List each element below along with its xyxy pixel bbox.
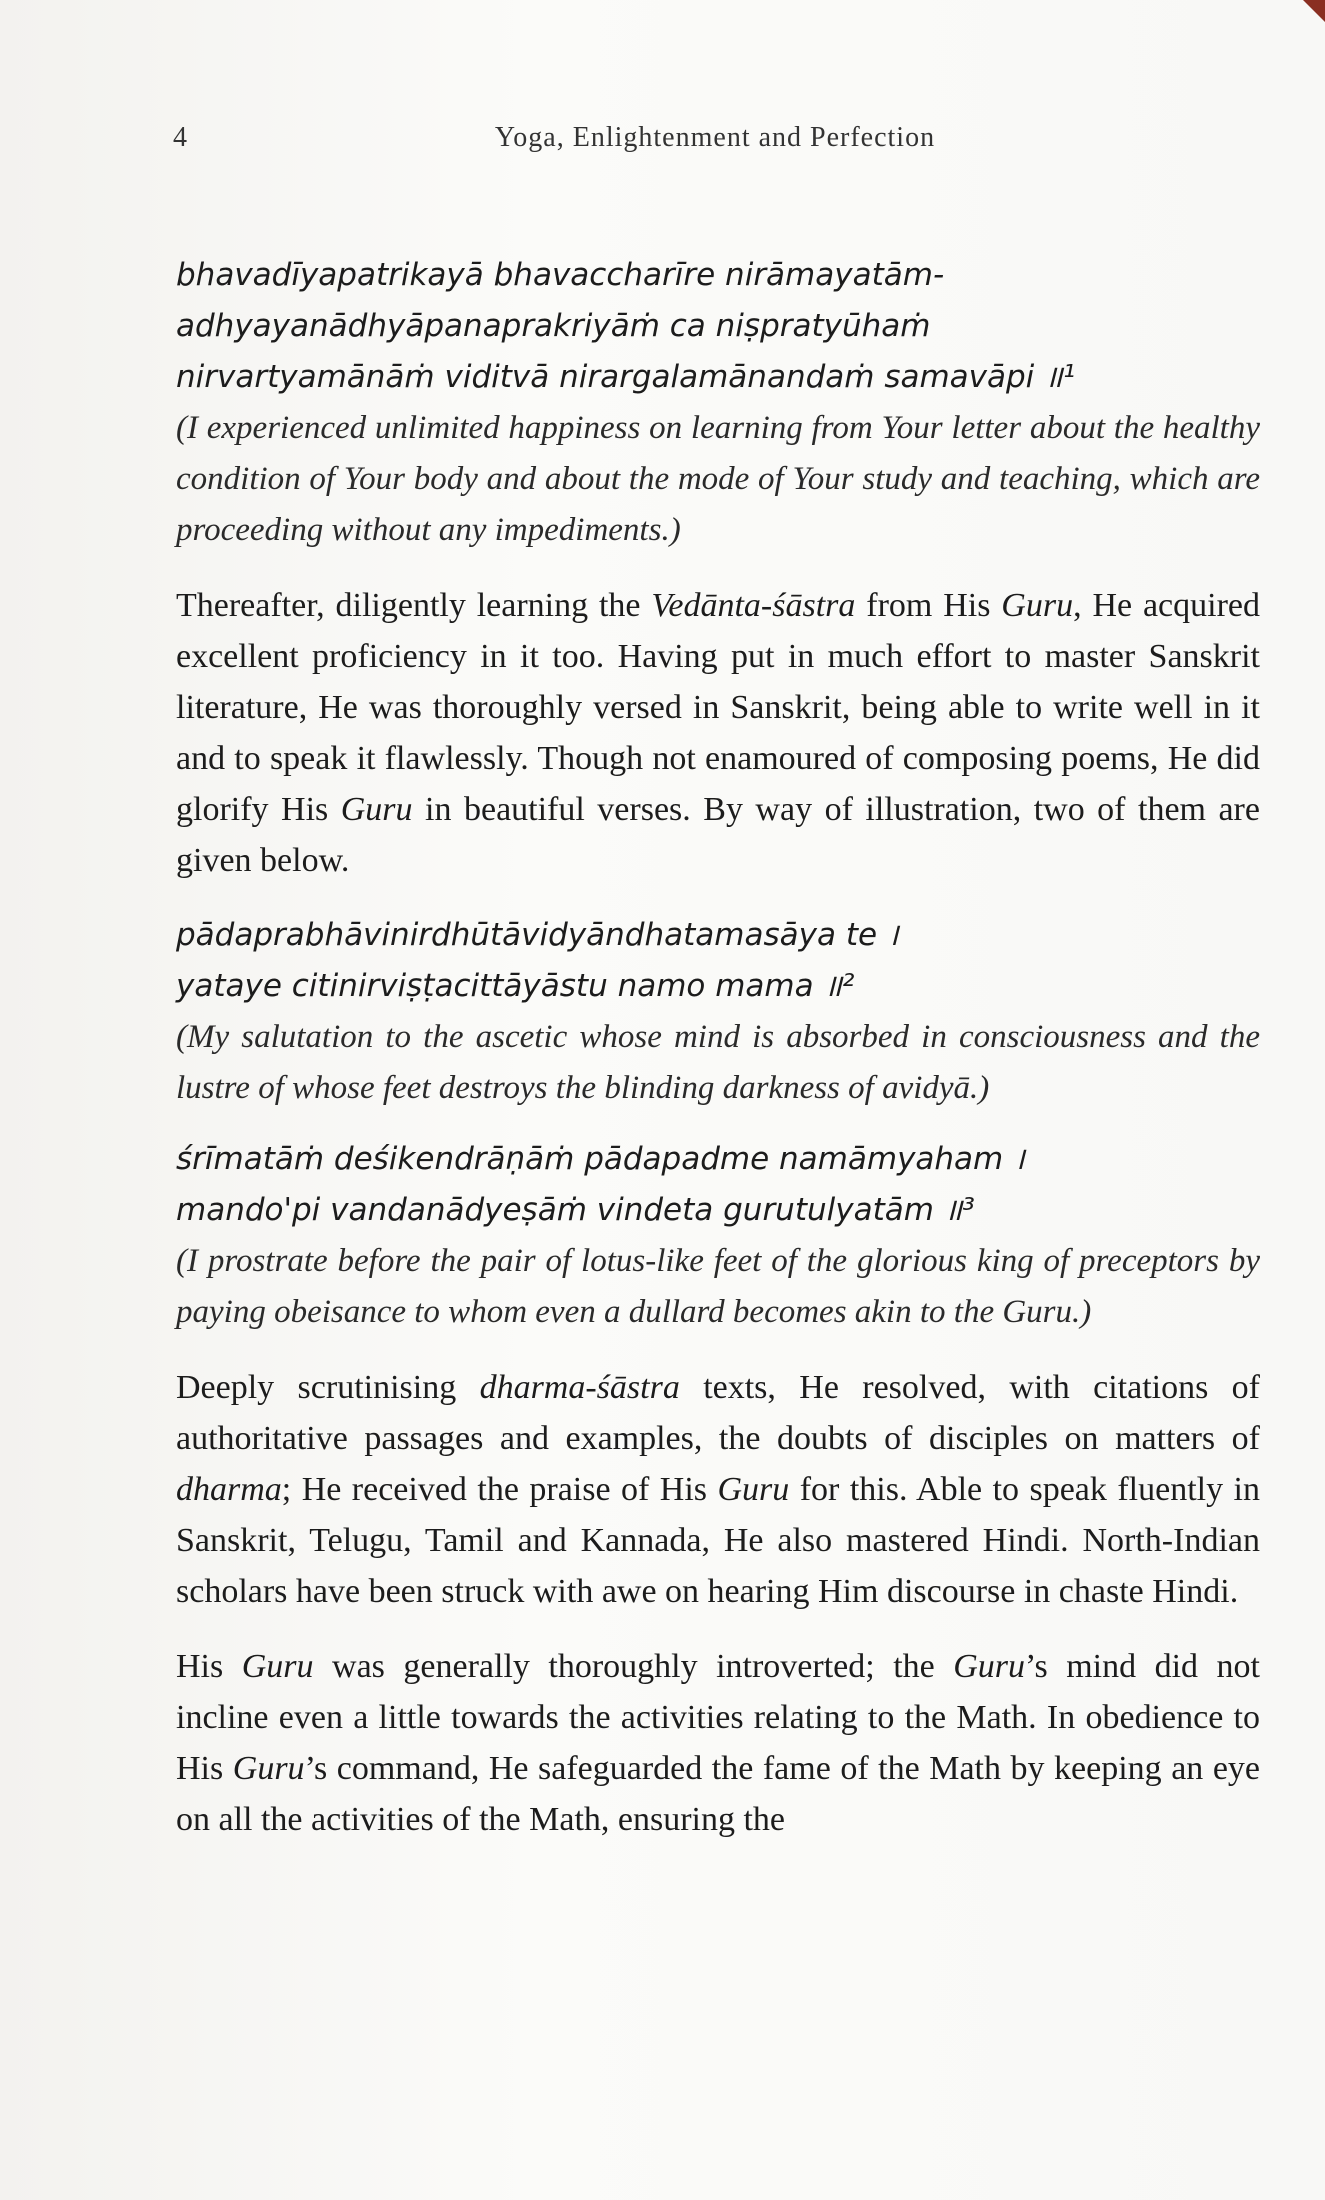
cover-edge-decoration	[1303, 0, 1325, 22]
verse-line: yataye citinirviṣṭacittāyāstu namo mama ॥²	[176, 968, 855, 1004]
text-run: Deeply scrutinising	[176, 1369, 480, 1406]
verse-line: nirvartyamānāṁ viditvā nirargalamānandaṁ samavāpi ॥¹	[176, 359, 1076, 395]
text-run: Thereafter, diligently learning the	[176, 587, 652, 624]
paragraph-2	[176, 1362, 1260, 1617]
text-run: from His	[855, 587, 1002, 624]
emphasis: Guru	[232, 1750, 305, 1787]
text-run: ’s command, He safeguarded the fame of the Math by keeping an eye on all the activities of the Math, ensuring the	[176, 1750, 1261, 1838]
emphasis: dharma-śāstra	[479, 1369, 680, 1406]
text-run: for this. Able to speak fluently in Sanskrit, Telugu, Tamil and Kannada, He also mastered Hindi. North-Indian scholars have been struck with awe on hearing Him discourse in chaste Hindi.	[176, 1471, 1261, 1610]
verse-line: adhyayanādhyāpanaprakriyāṁ ca niṣpratyūhaṁ	[176, 308, 931, 344]
paragraph-1	[176, 580, 1260, 886]
sanskrit-verse-3	[176, 1134, 1260, 1236]
text-run: in beautiful verses. By way of illustration, two of them are given below.	[176, 791, 1260, 879]
text-run: ; He received the praise of His	[281, 1471, 718, 1508]
emphasis: Vedānta-śāstra	[651, 587, 856, 624]
page-content	[176, 250, 1260, 1845]
text-run: ’s mind did not incline even a little towards the activities relating to the Math. In obedience to His	[176, 1648, 1261, 1787]
verse-line: pādaprabhāvinirdhūtāvidyāndhatamasāya te ।	[176, 917, 899, 953]
verse-2-translation: (My salutation to the ascetic whose mind is absorbed in consciousness and the lustre of whose feet destroys the blinding darkness of avidyā.)	[176, 1019, 1260, 1106]
sanskrit-verse-1	[176, 250, 1260, 403]
page-header	[170, 118, 1260, 158]
text-run: was generally thoroughly introverted; the	[313, 1648, 954, 1685]
emphasis: Guru	[1001, 587, 1074, 624]
paragraph-3	[176, 1641, 1260, 1845]
emphasis: Guru	[953, 1648, 1026, 1685]
sanskrit-verse-2	[176, 910, 1260, 1012]
text-run: texts, He resolved, with citations of authoritative passages and examples, the doubts of disciples on matters of	[176, 1369, 1261, 1457]
verse-line: mando'pi vandanādyeṣāṁ vindeta gurutulyatām ॥³	[176, 1192, 975, 1228]
running-title: Yoga, Enlightenment and Perfection	[494, 122, 936, 153]
emphasis: Guru	[717, 1471, 790, 1508]
verse-line: śrīmatāṁ deśikendrāṇāṁ pādapadme namāmyaham ।	[176, 1141, 1025, 1177]
emphasis: dharma	[176, 1471, 282, 1508]
text-run: His	[176, 1648, 242, 1685]
emphasis: Guru	[340, 791, 413, 828]
emphasis: Guru	[241, 1648, 314, 1685]
text-run: , He acquired excellent proficiency in it too. Having put in much effort to master Sanskrit literature, He was thoroughly versed in Sanskrit, being able to write well in it and to speak it flawlessly. Though not enamoured of composing poems, He did glorify His	[176, 587, 1260, 828]
page-number: 4	[173, 122, 187, 153]
verse-3-translation: (I prostrate before the pair of lotus-like feet of the glorious king of preceptors by paying obeisance to whom even a dullard becomes akin to the Guru.)	[176, 1243, 1260, 1330]
verse-line: bhavadīyapatrikayā bhavaccharīre nirāmayatām-	[176, 257, 945, 293]
verse-1-translation: (I experienced unlimited happiness on learning from Your letter about the healthy condition of Your body and about the mode of Your study and teaching, which are proceeding without any impediments.)	[176, 410, 1260, 548]
